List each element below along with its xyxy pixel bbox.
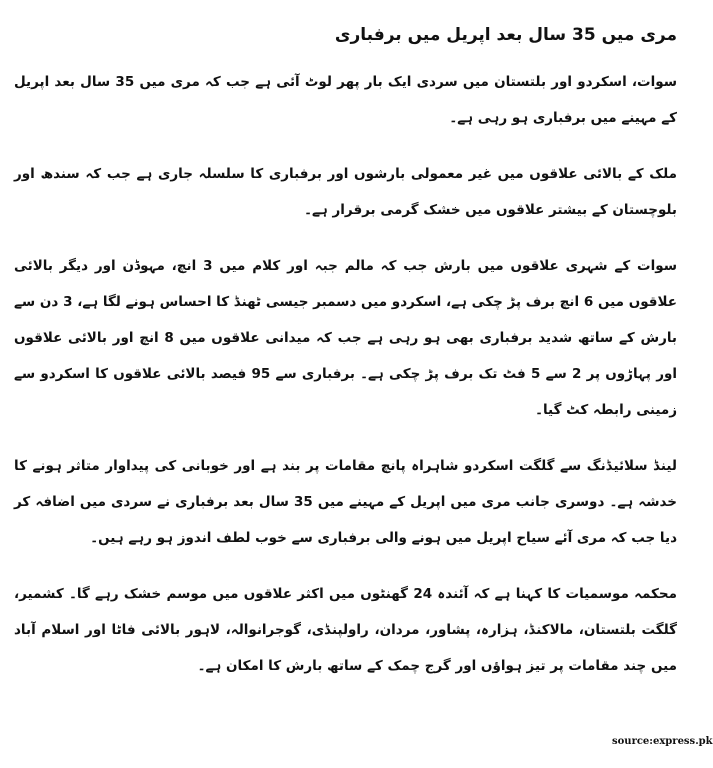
article-headline: مری میں 35 سال بعد اپریل میں برفباری: [334, 25, 677, 45]
article-paragraph: سوات، اسکردو اور بلتستان میں سردی ایک بار پھر لوٹ آئی ہے جب کہ مری میں 35 سال بعد اپریل کے مہینے میں برفباری ہو رہی ہے۔: [14, 74, 677, 126]
article-paragraph: محکمہ موسمیات کا کہنا ہے کہ آئندہ 24 گھنٹوں میں اکثر علاقوں میں موسم خشک رہے گا۔ کشمیر، گلگت بلتستان، مالاکنڈ، ہزارہ، پشاور، مردان، راولپنڈی، گوجرانوالہ، لاہور بالائی فاٹا اور اسلام آباد میں چند مقامات پر تیز ہواؤں اور گرج چمک کے ساتھ بارش کا امکان ہے۔: [14, 586, 677, 674]
source-credit: source:express.pk: [612, 736, 713, 747]
article-paragraph: ملک کے بالائی علاقوں میں غیر معمولی بارشوں اور برفباری کا سلسلہ جاری ہے جب کہ سندھ اور بلوچستان کے بیشتر علاقوں میں خشک گرمی برقرار ہے۔: [14, 166, 677, 218]
article-paragraph: سوات کے شہری علاقوں میں بارش جب کہ مالم جبہ اور کلام میں 3 انچ، مہوڈن اور دیگر بالائی علاقوں میں 6 انچ برف پڑ چکی ہے، اسکردو میں دسمبر جیسی ٹھنڈ کا احساس ہونے لگا ہے، 3 دن سے بارش کے ساتھ شدید برفباری بھی ہو رہی ہے جب کہ میدانی علاقوں میں 8 انچ اور بالائی علاقوں اور پہاڑوں پر 2 سے 5 فٹ تک برف پڑ چکی ہے۔ برفباری سے 95 فیصد بالائی علاقوں کا اسکردو سے زمینی رابطہ کٹ گیا۔: [14, 258, 678, 418]
article-paragraph: لینڈ سلائیڈنگ سے گلگت اسکردو شاہراہ پانچ مقامات پر بند ہے اور خوبانی کی پیداوار متاثر ہونے کا خدشہ ہے۔ دوسری جانب مری میں اپریل کے مہینے میں 35 سال بعد برفباری نے سردی میں اضافہ کر دیا جب کہ مری آئے سیاح اپریل میں ہونے والی برفباری سے خوب لطف اندوز ہو رہے ہیں۔: [14, 458, 677, 546]
